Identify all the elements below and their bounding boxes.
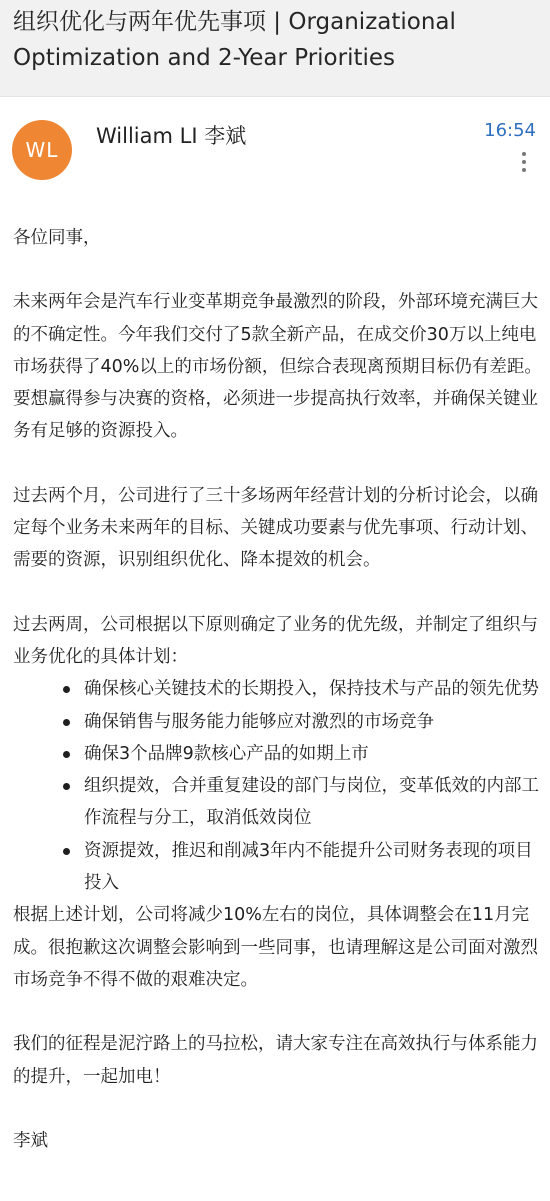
email-subject-bar	[0, 0, 550, 97]
avatar[interactable]: WL	[12, 120, 72, 180]
list-item: 资源提效，推迟和削减3年内不能提升公司财务表现的项目投入	[63, 835, 543, 900]
priority-list	[13, 673, 543, 899]
signature: 李斌	[13, 1130, 48, 1151]
email-subject: 组织优化与两年优先事项 | Organizational Optimization and 2-Year Priorities	[13, 9, 456, 71]
sender-name[interactable]: William LI 李斌	[96, 124, 247, 148]
list-item: 确保核心关键技术的长期投入，保持技术与产品的领先优势	[63, 673, 543, 705]
paragraph-3: 过去两周，公司根据以下原则确定了业务的优先级，并制定了组织与业务优化的具体计划：	[13, 614, 538, 667]
list-item: 确保销售与服务能力能够应对激烈的市场竞争	[63, 706, 543, 738]
paragraph-2: 过去两个月，公司进行了三十多场两年经营计划的分析讨论会，以确定每个业务未来两年的目标、关键成功要素与优先事项、行动计划、需要的资源，识别组织优化、降本提效的机会。	[13, 485, 538, 571]
more-dot	[522, 152, 526, 156]
list-item: 确保3个品牌9款核心产品的如期上市	[63, 738, 543, 770]
list-item: 组织提效，合并重复建设的部门与岗位，变革低效的内部工作流程与分工，取消低效岗位	[63, 770, 543, 835]
more-dot	[522, 160, 526, 164]
paragraph-4: 根据上述计划，公司将减少10%左右的岗位，具体调整会在11月完成。很抱歉这次调整会影响到一些同事，也请理解这是公司面对激烈市场竞争不得不做的艰难决定。	[13, 905, 538, 990]
greeting: 各位同事，	[13, 228, 101, 248]
email-time: 16:54	[484, 120, 536, 141]
email-body	[13, 222, 543, 1157]
more-dot	[522, 168, 526, 172]
paragraph-5: 我们的征程是泥泞路上的马拉松，请大家专注在高效执行与体系能力的提升，一起加电！	[13, 1034, 538, 1087]
paragraph-1: 未来两年会是汽车行业变革期竞争最激烈的阶段，外部环境充满巨大的不确定性。今年我们交付了5款全新产品，在成交价30万以上纯电市场获得了40%以上的市场份额，但综合表现离预期目标仍有差距。要想赢得参与决赛的资格，必须进一步提高执行效率，并确保关键业务有足够的资源投入。	[13, 292, 542, 442]
more-vertical-icon[interactable]	[521, 152, 527, 176]
sender-row[interactable]	[0, 96, 550, 196]
